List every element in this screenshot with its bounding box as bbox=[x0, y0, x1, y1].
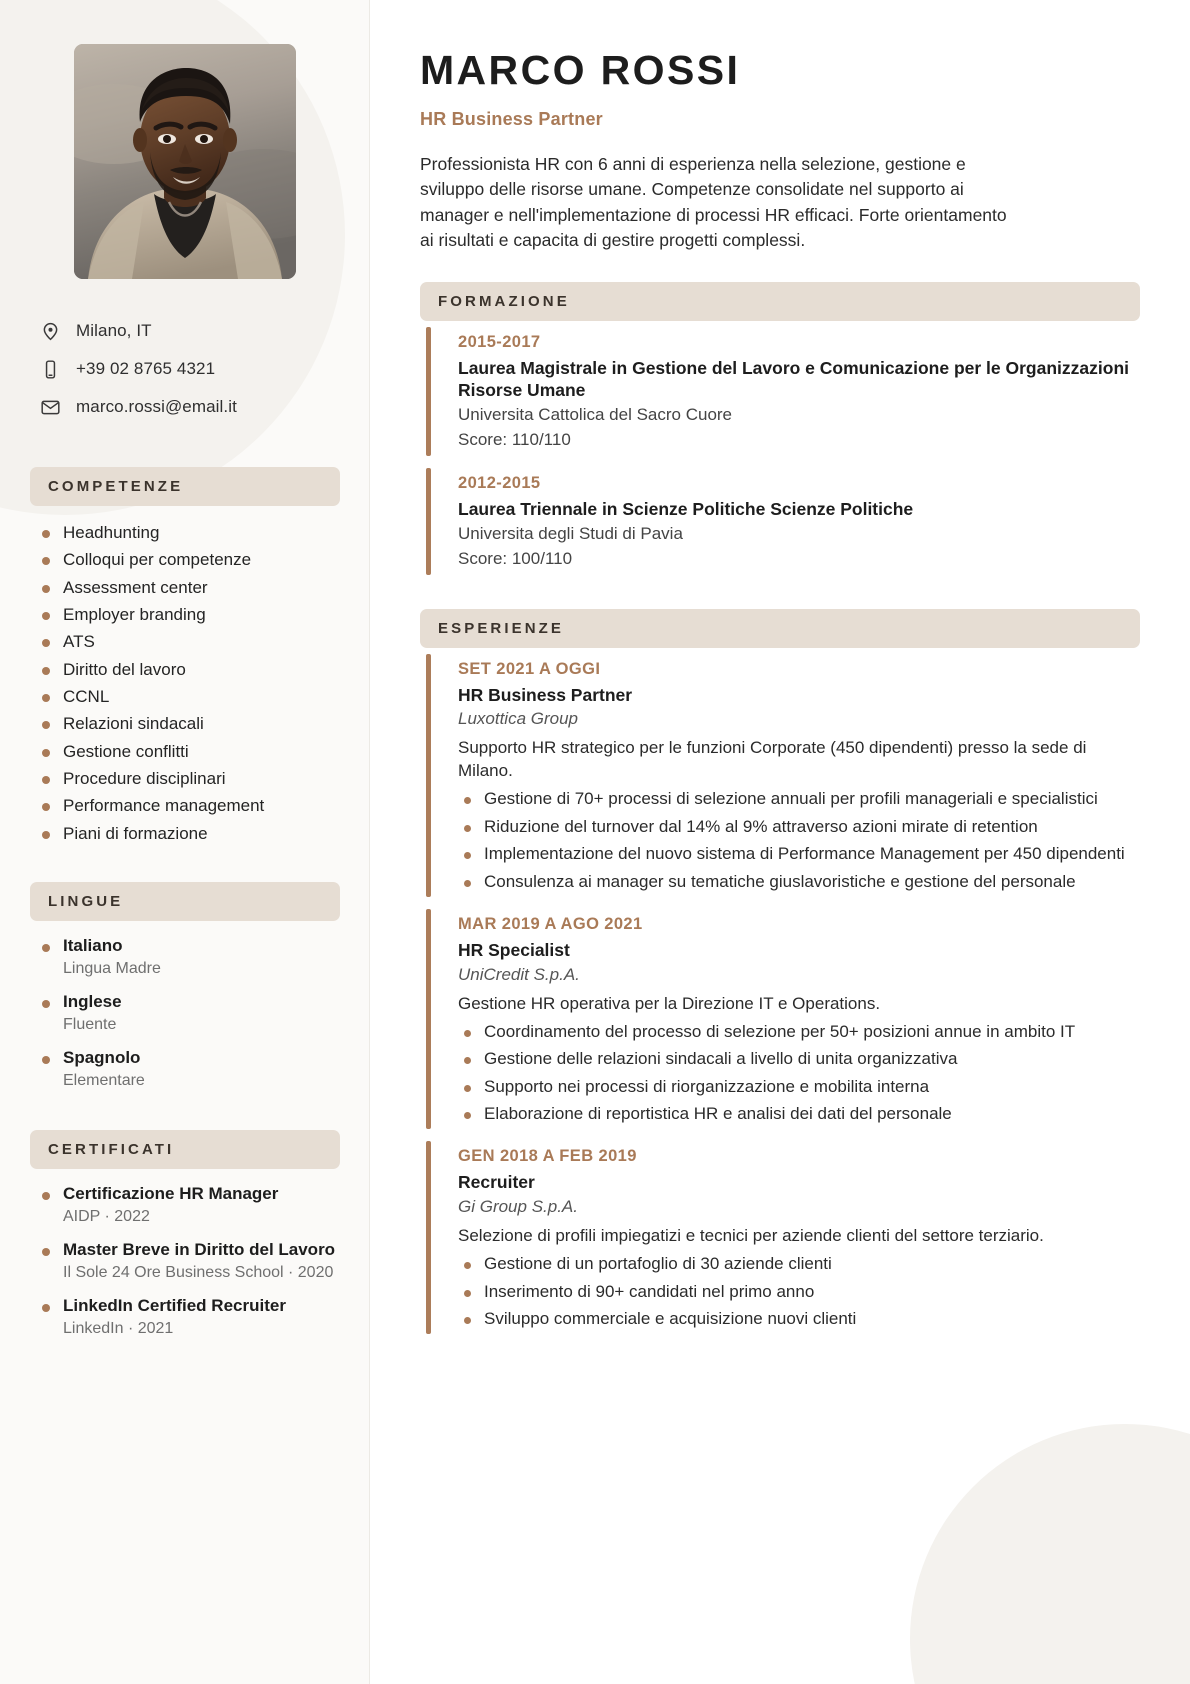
list-item: Gestione di 70+ processi di selezione annuali per profili manageriali e specialistici bbox=[458, 788, 1140, 810]
certificate-name: LinkedIn Certified Recruiter bbox=[63, 1295, 286, 1315]
list-item: CCNL bbox=[38, 684, 340, 710]
contact-email bbox=[38, 395, 340, 419]
list-item: Performance management bbox=[38, 793, 340, 819]
envelope-icon bbox=[38, 395, 62, 419]
languages-list bbox=[30, 935, 340, 1091]
section-header-education: FORMAZIONE bbox=[420, 282, 1140, 321]
profile-photo bbox=[74, 44, 296, 279]
contact-info bbox=[30, 319, 340, 419]
list-item: Implementazione del nuovo sistema di Performance Management per 450 dipendenti bbox=[458, 843, 1140, 865]
experience-bullets bbox=[458, 1253, 1140, 1330]
experience-title: HR Specialist bbox=[458, 939, 570, 960]
education-list bbox=[420, 321, 1140, 581]
list-item bbox=[38, 1183, 340, 1228]
experience-entry bbox=[426, 903, 1140, 1135]
profile-summary: Professionista HR con 6 anni di esperienza nella selezione, gestione e sviluppo delle risorse umane. Competenze consolidate nel supporto ai manager e nell'implementazione di processi HR efficaci. Forte orientamento ai risultati e capacita di gestire progetti complessi. bbox=[420, 154, 1007, 251]
language-name: Spagnolo bbox=[63, 1047, 141, 1067]
list-item: Gestione delle relazioni sindacali a livello di unita organizzativa bbox=[458, 1048, 1140, 1070]
experience-date: SET 2021 A OGGI bbox=[458, 659, 601, 678]
list-item: Riduzione del turnover dal 14% al 9% attraverso azioni mirate di retention bbox=[458, 816, 1140, 838]
certificate-issuer: LinkedIn · 2021 bbox=[63, 1319, 174, 1337]
profile-photo-image bbox=[74, 44, 296, 279]
certificate-issuer: Il Sole 24 Ore Business School · 2020 bbox=[63, 1263, 334, 1281]
experience-list bbox=[420, 648, 1140, 1341]
certificate-name: Master Breve in Diritto del Lavoro bbox=[63, 1239, 336, 1259]
list-item: Headhunting bbox=[38, 520, 340, 546]
section-header-skills: COMPETENZE bbox=[30, 467, 340, 506]
experience-entry bbox=[426, 1135, 1140, 1340]
spacer bbox=[30, 848, 340, 882]
main-column bbox=[370, 0, 1190, 1684]
list-item bbox=[38, 935, 340, 980]
certificate-issuer: AIDP · 2022 bbox=[63, 1208, 150, 1226]
list-item: Elaborazione di reportistica HR e analisi dei dati del personale bbox=[458, 1103, 1140, 1125]
page-title: MARCO ROSSI bbox=[420, 47, 741, 93]
education-school: Universita Cattolica del Sacro Cuore bbox=[458, 405, 733, 425]
list-item: Gestione conflitti bbox=[38, 739, 340, 765]
experience-date: MAR 2019 A AGO 2021 bbox=[458, 914, 643, 933]
phone-text: +39 02 8765 4321 bbox=[76, 358, 216, 378]
section-header-experience: ESPERIENZE bbox=[420, 609, 1140, 648]
list-item: Diritto del lavoro bbox=[38, 657, 340, 683]
list-item bbox=[38, 1239, 340, 1284]
education-entry bbox=[426, 321, 1140, 462]
list-item: Gestione di un portafoglio di 30 aziende clienti bbox=[458, 1253, 1140, 1275]
experience-title: HR Business Partner bbox=[458, 684, 633, 705]
email-text: marco.rossi@email.it bbox=[76, 396, 237, 416]
language-level: Elementare bbox=[63, 1071, 145, 1089]
list-item: Relazioni sindacali bbox=[38, 711, 340, 737]
list-item bbox=[38, 991, 340, 1036]
education-date: 2012-2015 bbox=[458, 473, 541, 492]
education-degree: Laurea Magistrale in Gestione del Lavoro e Comunicazione per le Organizzazioni Risorse Umane bbox=[458, 357, 1129, 401]
location-text: Milano, IT bbox=[76, 320, 152, 340]
experience-title: Recruiter bbox=[458, 1172, 535, 1193]
experience-date: GEN 2018 A FEB 2019 bbox=[458, 1147, 637, 1166]
language-level: Fluente bbox=[63, 1015, 117, 1033]
location-pin-icon bbox=[38, 319, 62, 343]
experience-company: UniCredit S.p.A. bbox=[458, 964, 580, 984]
language-level: Lingua Madre bbox=[63, 960, 161, 978]
education-score: Score: 100/110 bbox=[458, 548, 573, 568]
list-item: Inserimento di 90+ candidati nel primo anno bbox=[458, 1281, 1140, 1303]
skills-list bbox=[30, 520, 340, 847]
list-item: Employer branding bbox=[38, 602, 340, 628]
experience-description: Gestione HR operativa per la Direzione IT e Operations. bbox=[458, 993, 881, 1013]
education-school: Universita degli Studi di Pavia bbox=[458, 523, 683, 543]
list-item: Procedure disciplinari bbox=[38, 766, 340, 792]
list-item: Assessment center bbox=[38, 575, 340, 601]
contact-phone bbox=[38, 357, 340, 381]
education-score: Score: 110/110 bbox=[458, 430, 571, 450]
education-degree: Laurea Triennale in Scienze Politiche Scienze Politiche bbox=[458, 498, 914, 519]
list-item: Consulenza ai manager su tematiche giuslavoristiche e gestione del personale bbox=[458, 871, 1140, 893]
experience-description: Selezione di profili impiegatizi e tecnici per aziende clienti del settore terziario. bbox=[458, 1226, 1044, 1246]
experience-description: Supporto HR strategico per le funzioni Corporate (450 dipendenti) presso la sede di Milano. bbox=[458, 738, 1087, 781]
list-item bbox=[38, 1295, 340, 1340]
experience-company: Luxottica Group bbox=[458, 709, 579, 729]
list-item: Supporto nei processi di riorganizzazione e mobilita interna bbox=[458, 1076, 1140, 1098]
experience-bullets bbox=[458, 1021, 1140, 1126]
spacer bbox=[30, 433, 340, 467]
spacer bbox=[30, 1102, 340, 1130]
list-item: Sviluppo commerciale e acquisizione nuovi clienti bbox=[458, 1308, 1140, 1330]
education-entry bbox=[426, 462, 1140, 581]
language-name: Italiano bbox=[63, 936, 123, 956]
section-header-languages: LINGUE bbox=[30, 882, 340, 921]
list-item: Colloqui per competenze bbox=[38, 547, 340, 573]
experience-company: Gi Group S.p.A. bbox=[458, 1197, 578, 1217]
list-item bbox=[38, 1047, 340, 1092]
phone-icon bbox=[38, 357, 62, 381]
education-date: 2015-2017 bbox=[458, 332, 541, 351]
language-name: Inglese bbox=[63, 991, 122, 1011]
contact-location bbox=[38, 319, 340, 343]
list-item: Piani di formazione bbox=[38, 821, 340, 847]
certificate-name: Certificazione HR Manager bbox=[63, 1184, 279, 1204]
certificates-list bbox=[30, 1183, 340, 1339]
experience-bullets bbox=[458, 788, 1140, 893]
job-role-subtitle: HR Business Partner bbox=[420, 109, 603, 130]
section-header-certificates: CERTIFICATI bbox=[30, 1130, 340, 1169]
sidebar bbox=[0, 0, 370, 1684]
list-item: Coordinamento del processo di selezione per 50+ posizioni annue in ambito IT bbox=[458, 1021, 1140, 1043]
list-item: ATS bbox=[38, 629, 340, 655]
experience-entry bbox=[426, 648, 1140, 903]
